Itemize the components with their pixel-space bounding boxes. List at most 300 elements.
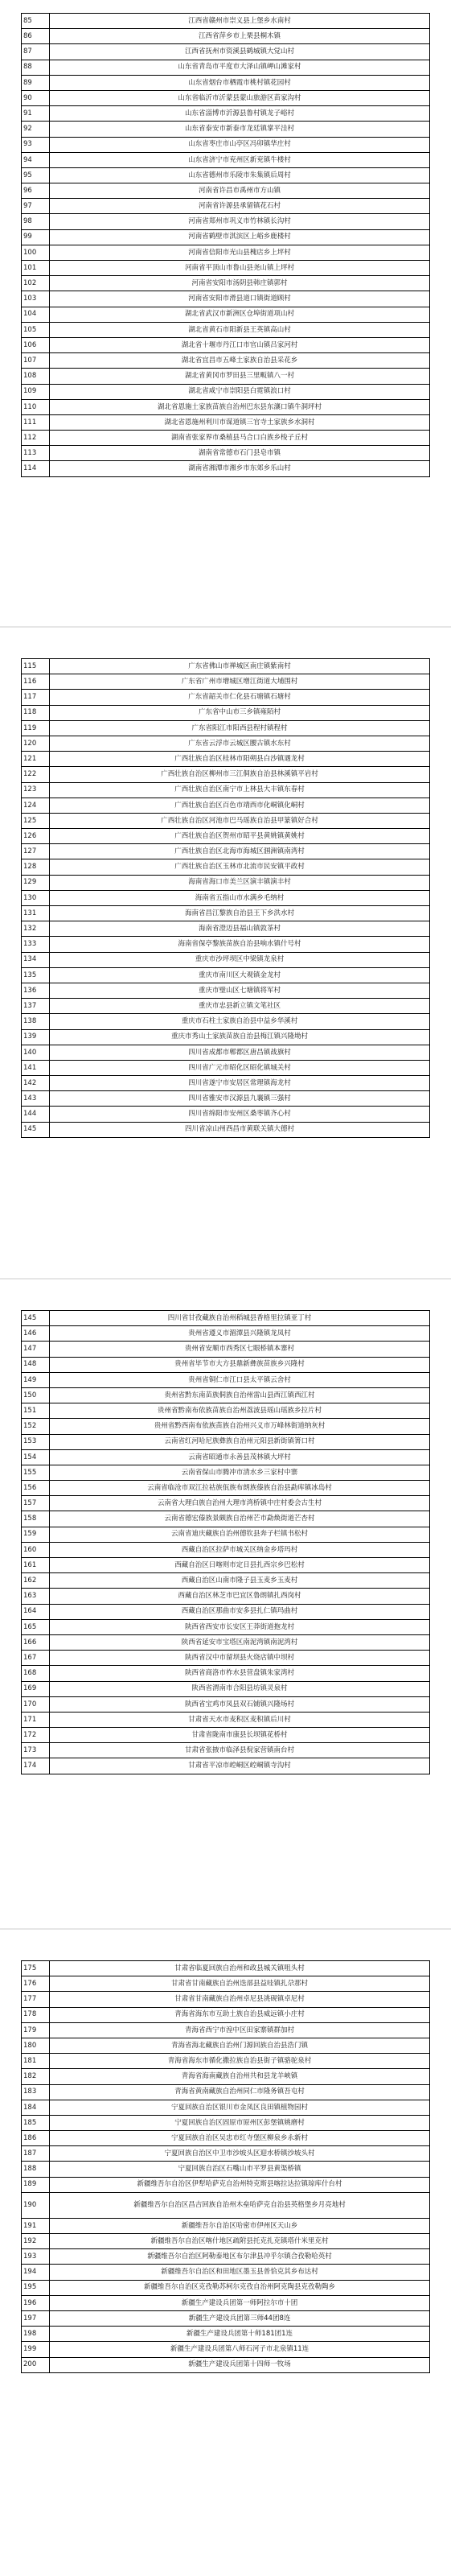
village-name: 陕西省渭南市合阳县坊镇灵泉村 <box>50 1681 430 1696</box>
table-row <box>22 1712 430 1727</box>
village-name: 甘肃省天水市麦积区麦积镇后川村 <box>50 1712 430 1727</box>
row-number: 173 <box>22 1743 50 1758</box>
village-name: 新疆生产建设兵团第三师44团8连 <box>50 2310 430 2326</box>
village-name: 新疆维吾尔自治区哈密市伊州区天山乡 <box>50 2218 430 2233</box>
village-name: 贵州省黔南布依族苗族自治州荔波县瑶山瑶族乡拉片村 <box>50 1403 430 1419</box>
row-number: 139 <box>22 1029 50 1045</box>
table-row <box>22 199 430 214</box>
row-number: 144 <box>22 1107 50 1122</box>
village-name: 海南省澄迈县福山镇敦茶村 <box>50 921 430 937</box>
village-name: 四川省凉山州西昌市黄联关镇大德村 <box>50 1122 430 1137</box>
village-name: 青海省海北藏族自治州门源回族自治县浩门镇 <box>50 2038 430 2053</box>
table-row <box>22 952 430 967</box>
row-number: 107 <box>22 353 50 369</box>
village-name: 河南省安阳市滑县道口镇街道顾村 <box>50 291 430 307</box>
table-row <box>22 1743 430 1758</box>
table-row <box>22 1029 430 1045</box>
village-name: 新疆维吾尔自治区阿勒泰地区布尔津县冲乎尔镇合孜勒哈英村 <box>50 2249 430 2265</box>
table-row <box>22 983 430 998</box>
table-row <box>22 1060 430 1075</box>
table-row <box>22 705 430 720</box>
village-name: 宁夏回族自治区中卫市沙坡头区迎水桥镇沙坡头村 <box>50 2146 430 2162</box>
village-name: 广东省云浮市云城区腰古镇水东村 <box>50 736 430 751</box>
village-name: 广东省韶关市仁化县石塘镇石塘村 <box>50 690 430 705</box>
table-row <box>22 829 430 844</box>
table-row <box>22 106 430 122</box>
row-number: 192 <box>22 2234 50 2249</box>
table-row <box>22 1573 430 1589</box>
village-name: 广东省阳江市阳西县程村镇程村 <box>50 720 430 736</box>
village-name: 甘肃省平凉市崆峒区崆峒镇寺沟村 <box>50 1758 430 1774</box>
village-name: 河南省鹤壁市淇滨区上峪乡鹿楼村 <box>50 229 430 245</box>
table-row <box>22 859 430 875</box>
village-name: 河南省平顶山市鲁山县尧山镇上坪村 <box>50 261 430 276</box>
village-name: 湖南省湘潭市湘乡市东郊乡乐山村 <box>50 461 430 476</box>
row-number: 135 <box>22 967 50 983</box>
table-row <box>22 1107 430 1122</box>
table-row <box>22 1465 430 1480</box>
village-name: 山东省烟台市栖霞市桃村镇花园村 <box>50 75 430 90</box>
table-row <box>22 1619 430 1634</box>
table-row <box>22 307 430 322</box>
village-name: 云南省昭通市永善县茂林镇大坪村 <box>50 1449 430 1465</box>
table-row <box>22 2069 430 2084</box>
row-number: 136 <box>22 983 50 998</box>
row-number: 188 <box>22 2162 50 2177</box>
table-row <box>22 2234 430 2249</box>
village-name: 广西壮族自治区百色市靖西市化峒镇化峒村 <box>50 798 430 813</box>
row-number: 167 <box>22 1651 50 1666</box>
row-number: 165 <box>22 1619 50 1634</box>
row-number: 112 <box>22 431 50 446</box>
table-row <box>22 2131 430 2146</box>
row-number: 130 <box>22 890 50 905</box>
table-row <box>22 276 430 291</box>
row-number: 93 <box>22 137 50 152</box>
row-number: 134 <box>22 952 50 967</box>
row-number: 166 <box>22 1634 50 1650</box>
village-name: 新疆生产建设兵团第八师石河子市北泉镇11连 <box>50 2342 430 2357</box>
table-row <box>22 1403 430 1419</box>
village-name: 湖北省恩施州利川市谋道镇三官寺土家族乡水洞村 <box>50 414 430 430</box>
village-name: 陕西省宝鸡市凤县双石铺镇兴隆场村 <box>50 1696 430 1712</box>
row-number: 183 <box>22 2084 50 2100</box>
village-name: 青海省西宁市湟中区田家寨镇群加村 <box>50 2022 430 2038</box>
table-row <box>22 1326 430 1342</box>
row-number: 142 <box>22 1076 50 1091</box>
row-number: 163 <box>22 1589 50 1604</box>
table-row <box>22 90 430 105</box>
village-name: 重庆市忠县新立镇文笔社区 <box>50 999 430 1014</box>
row-number: 189 <box>22 2177 50 2192</box>
village-name: 贵州省安顺市西秀区七眼桥镇本寨村 <box>50 1342 430 1357</box>
row-number: 90 <box>22 90 50 105</box>
table-row <box>22 122 430 137</box>
row-number: 109 <box>22 384 50 399</box>
row-number: 91 <box>22 106 50 122</box>
village-name: 新疆维吾尔自治区克孜勒苏柯尔克孜自治州阿克陶县克孜勒陶乡 <box>50 2280 430 2295</box>
row-number: 121 <box>22 752 50 767</box>
village-name: 新疆维吾尔自治区昌吉回族自治州木垒哈萨克自治县英格堡乡月亮地村 <box>50 2192 430 2218</box>
table-row <box>22 2038 430 2053</box>
row-number: 145 <box>22 1311 50 1326</box>
table-row <box>22 690 430 705</box>
table-row <box>22 44 430 60</box>
village-name: 重庆市璧山区七塘镇将军村 <box>50 983 430 998</box>
village-name: 广西壮族自治区南宁市上林县大丰镇东春村 <box>50 782 430 798</box>
village-name: 山东省济宁市兖州区新兖镇牛楼村 <box>50 152 430 167</box>
village-name: 新疆维吾尔自治区和田地区墨玉县普恰克其乡布达村 <box>50 2265 430 2280</box>
page-divider <box>0 1278 451 1280</box>
row-number: 103 <box>22 291 50 307</box>
village-name: 河南省许昌市禹州市方山镇 <box>50 183 430 199</box>
village-name: 云南省保山市腾冲市清水乡三家村中寨 <box>50 1465 430 1480</box>
row-number: 191 <box>22 2218 50 2233</box>
table-row <box>22 1342 430 1357</box>
table-row <box>22 1558 430 1573</box>
village-name: 贵州省遵义市湄潭县兴隆镇龙凤村 <box>50 1326 430 1342</box>
table-row <box>22 752 430 767</box>
row-number: 118 <box>22 705 50 720</box>
row-number: 96 <box>22 183 50 199</box>
table-row <box>22 1419 430 1434</box>
table-row <box>22 937 430 952</box>
table-row <box>22 461 430 476</box>
row-number: 162 <box>22 1573 50 1589</box>
row-number: 198 <box>22 2327 50 2342</box>
row-number: 137 <box>22 999 50 1014</box>
row-number: 196 <box>22 2295 50 2310</box>
row-number: 145 <box>22 1122 50 1137</box>
table-row <box>22 183 430 199</box>
table-row <box>22 353 430 369</box>
row-number: 178 <box>22 2007 50 2022</box>
row-number: 127 <box>22 844 50 859</box>
table-row <box>22 1357 430 1372</box>
row-number: 147 <box>22 1342 50 1357</box>
table-row <box>22 1014 430 1029</box>
village-name: 江西省赣州市崇义县上堡乡水南村 <box>50 14 430 29</box>
table-row <box>22 14 430 29</box>
row-number: 119 <box>22 720 50 736</box>
row-number: 87 <box>22 44 50 60</box>
row-number: 128 <box>22 859 50 875</box>
village-name: 四川省成都市郫都区唐昌镇战旗村 <box>50 1045 430 1060</box>
row-number: 116 <box>22 674 50 690</box>
row-number: 115 <box>22 659 50 674</box>
row-number: 199 <box>22 2342 50 2357</box>
village-name: 河南省信阳市光山县槐店乡上坪村 <box>50 245 430 260</box>
row-number: 88 <box>22 60 50 75</box>
table-row <box>22 2100 430 2115</box>
row-number: 89 <box>22 75 50 90</box>
village-name: 陕西省汉中市留坝县火烧店镇中坝村 <box>50 1651 430 1666</box>
row-number: 148 <box>22 1357 50 1372</box>
table-row <box>22 906 430 921</box>
village-name: 四川省广元市昭化区昭化镇城关村 <box>50 1060 430 1075</box>
row-number: 187 <box>22 2146 50 2162</box>
village-name: 海南省保亭黎族苗族自治县响水镇什号村 <box>50 937 430 952</box>
row-number: 104 <box>22 307 50 322</box>
row-number: 98 <box>22 214 50 229</box>
row-number: 123 <box>22 782 50 798</box>
table-row <box>22 322 430 337</box>
table-row <box>22 736 430 751</box>
village-name: 四川省甘孜藏族自治州稻城县香格里拉镇亚丁村 <box>50 1311 430 1326</box>
row-number: 110 <box>22 399 50 414</box>
table-row <box>22 2084 430 2100</box>
village-name: 湖北省十堰市丹江口市官山镇吕家河村 <box>50 337 430 352</box>
table-row <box>22 844 430 859</box>
table-row <box>22 1634 430 1650</box>
village-name: 陕西省商洛市柞水县营盘镇朱家湾村 <box>50 1666 430 1681</box>
row-number: 168 <box>22 1666 50 1681</box>
table-row <box>22 1728 430 1743</box>
row-number: 92 <box>22 122 50 137</box>
row-number: 164 <box>22 1604 50 1619</box>
table-row <box>22 414 430 430</box>
row-number: 94 <box>22 152 50 167</box>
table-row <box>22 2162 430 2177</box>
row-number: 138 <box>22 1014 50 1029</box>
row-number: 86 <box>22 29 50 44</box>
table-row <box>22 720 430 736</box>
row-number: 122 <box>22 767 50 782</box>
table-row <box>22 1992 430 2007</box>
row-number: 172 <box>22 1728 50 1743</box>
table-row <box>22 2007 430 2022</box>
table-row <box>22 1434 430 1449</box>
village-name: 重庆市秀山土家族苗族自治县梅江镇兴隆坳村 <box>50 1029 430 1045</box>
village-name: 云南省红河哈尼族彝族自治州元阳县新街镇箐口村 <box>50 1434 430 1449</box>
row-number: 101 <box>22 261 50 276</box>
table-row <box>22 2357 430 2372</box>
village-name: 四川省遂宁市安居区常理镇海龙村 <box>50 1076 430 1091</box>
village-name: 广东省中山市三乡镇雍陌村 <box>50 705 430 720</box>
table-row <box>22 1542 430 1557</box>
row-number: 159 <box>22 1527 50 1542</box>
table-row <box>22 152 430 167</box>
row-number: 102 <box>22 276 50 291</box>
row-number: 114 <box>22 461 50 476</box>
row-number: 193 <box>22 2249 50 2265</box>
page-divider <box>0 626 451 628</box>
table-row <box>22 2146 430 2162</box>
village-name: 宁夏回族自治区吴忠市红寺堡区柳泉乡永新村 <box>50 2131 430 2146</box>
village-name: 四川省雅安市汉源县九襄镇三强村 <box>50 1091 430 1107</box>
row-number: 129 <box>22 875 50 890</box>
table-row <box>22 1681 430 1696</box>
table-row <box>22 1372 430 1387</box>
table-row <box>22 1449 430 1465</box>
village-name: 广西壮族自治区河池市巴马瑶族自治县甲篆镇好合村 <box>50 813 430 828</box>
village-name: 西藏自治区山南市隆子县玉麦乡玉麦村 <box>50 1573 430 1589</box>
row-number: 174 <box>22 1758 50 1774</box>
row-number: 186 <box>22 2131 50 2146</box>
table-row <box>22 2295 430 2310</box>
row-number: 131 <box>22 906 50 921</box>
village-name: 湖北省黄石市阳新县王英镇高山村 <box>50 322 430 337</box>
table-row <box>22 921 430 937</box>
village-name: 宁夏回族自治区固原市原州区彭堡镇姚磨村 <box>50 2115 430 2130</box>
village-table-1 <box>21 13 430 477</box>
village-name: 贵州省毕节市大方县鼎新彝族苗族乡兴隆村 <box>50 1357 430 1372</box>
table-row <box>22 1651 430 1666</box>
row-number: 161 <box>22 1558 50 1573</box>
village-name: 河南省郑州市巩义市竹林镇长沟村 <box>50 214 430 229</box>
table-row <box>22 214 430 229</box>
row-number: 125 <box>22 813 50 828</box>
table-row <box>22 967 430 983</box>
table-row <box>22 1091 430 1107</box>
table-row <box>22 2310 430 2326</box>
village-name: 广西壮族自治区贺州市昭平县黄姚镇黄姚村 <box>50 829 430 844</box>
row-number: 120 <box>22 736 50 751</box>
table-row <box>22 29 430 44</box>
row-number: 132 <box>22 921 50 937</box>
village-name: 山东省德州市乐陵市朱集镇后周村 <box>50 167 430 183</box>
village-name: 甘肃省甘南藏族自治州迭部县益哇镇扎尕那村 <box>50 1976 430 1992</box>
village-name: 湖北省咸宁市崇阳县白霓镇浪口村 <box>50 384 430 399</box>
table-row <box>22 261 430 276</box>
table-row <box>22 291 430 307</box>
table-row <box>22 890 430 905</box>
village-name: 江西省抚州市资溪县鹤城镇大觉山村 <box>50 44 430 60</box>
table-row <box>22 1511 430 1527</box>
row-number: 99 <box>22 229 50 245</box>
village-name: 甘肃省甘南藏族自治州卓尼县洮砚镇卓尼村 <box>50 1992 430 2007</box>
village-name: 湖北省黄冈市罗田县三里畈镇八一村 <box>50 369 430 384</box>
village-name: 山东省临沂市沂蒙县蒙山旅游区苗家沟村 <box>50 90 430 105</box>
village-name: 山东省青岛市平度市大泽山镇岬山滩家村 <box>50 60 430 75</box>
row-number: 141 <box>22 1060 50 1075</box>
village-name: 甘肃省陇南市康县长坝镇花桥村 <box>50 1728 430 1743</box>
village-name: 新疆生产建设兵团第十四师一牧场 <box>50 2357 430 2372</box>
table-row <box>22 1481 430 1496</box>
village-name: 湖北省宜昌市五峰土家族自治县采花乡 <box>50 353 430 369</box>
row-number: 180 <box>22 2038 50 2053</box>
village-name: 河南省许源县承留镇花石村 <box>50 199 430 214</box>
row-number: 95 <box>22 167 50 183</box>
village-name: 山东省淄博市沂源县鲁村镇龙子峪村 <box>50 106 430 122</box>
table-row <box>22 1387 430 1403</box>
table-row <box>22 369 430 384</box>
table-row <box>22 1976 430 1992</box>
table-row <box>22 2342 430 2357</box>
table-row <box>22 1311 430 1326</box>
village-name: 江西省萍乡市上栗县桐木镇 <box>50 29 430 44</box>
village-name: 甘肃省临夏回族自治州和政县城关镇咀头村 <box>50 1961 430 1976</box>
village-name: 广西壮族自治区玉林市北流市民安镇平政村 <box>50 859 430 875</box>
row-number: 155 <box>22 1465 50 1480</box>
village-name: 陕西省延安市宝塔区南泥湾镇南泥湾村 <box>50 1634 430 1650</box>
village-name: 青海省海东市互助土族自治县威远镇小庄村 <box>50 2007 430 2022</box>
table-row <box>22 446 430 461</box>
row-number: 108 <box>22 369 50 384</box>
village-name: 湖南省常德市石门县皂市镇 <box>50 446 430 461</box>
row-number: 181 <box>22 2054 50 2069</box>
table-row <box>22 1122 430 1137</box>
table-row <box>22 245 430 260</box>
row-number: 190 <box>22 2192 50 2218</box>
table-row <box>22 2177 430 2192</box>
village-name: 贵州省黔西南布依族苗族自治州兴义市万峰林街道纳灰村 <box>50 1419 430 1434</box>
village-name: 贵州省黔东南苗族侗族自治州雷山县西江镇西江村 <box>50 1387 430 1403</box>
table-row <box>22 1496 430 1511</box>
row-number: 150 <box>22 1387 50 1403</box>
village-name: 新疆生产建设兵团第十师181团1连 <box>50 2327 430 2342</box>
row-number: 151 <box>22 1403 50 1419</box>
table-row <box>22 2249 430 2265</box>
table-row <box>22 1961 430 1976</box>
row-number: 111 <box>22 414 50 430</box>
row-number: 153 <box>22 1434 50 1449</box>
village-table-3 <box>21 1310 430 1774</box>
table-row <box>22 2192 430 2218</box>
village-name: 云南省大理白族自治州大理市湾桥镇中庄村委会古生村 <box>50 1496 430 1511</box>
row-number: 177 <box>22 1992 50 2007</box>
village-name: 广东省广州市增城区增江街道大埔围村 <box>50 674 430 690</box>
row-number: 171 <box>22 1712 50 1727</box>
table-row <box>22 1076 430 1091</box>
table-row <box>22 2327 430 2342</box>
row-number: 146 <box>22 1326 50 1342</box>
table-row <box>22 1527 430 1542</box>
table-row <box>22 431 430 446</box>
village-name: 四川省绵阳市安州区桑枣镇齐心村 <box>50 1107 430 1122</box>
row-number: 124 <box>22 798 50 813</box>
table-row <box>22 782 430 798</box>
row-number: 113 <box>22 446 50 461</box>
row-number: 158 <box>22 1511 50 1527</box>
row-number: 157 <box>22 1496 50 1511</box>
village-name: 广西壮族自治区桂林市阳朔县白沙镇遇龙村 <box>50 752 430 767</box>
table-row <box>22 1696 430 1712</box>
village-name: 海南省海口市美兰区演丰镇演丰村 <box>50 875 430 890</box>
table-row <box>22 674 430 690</box>
row-number: 194 <box>22 2265 50 2280</box>
village-name: 新疆维吾尔自治区喀什地区疏附县托克扎克镇塔什米里克村 <box>50 2234 430 2249</box>
village-name: 云南省德宏傣族景颇族自治州芒市勐焕街道芒杏村 <box>50 1511 430 1527</box>
village-name: 湖北省恩施土家族苗族自治州巴东县东瀼口镇牛洞坪村 <box>50 399 430 414</box>
row-number: 143 <box>22 1091 50 1107</box>
row-number: 179 <box>22 2022 50 2038</box>
village-name: 云南省迪庆藏族自治州德钦县奔子栏镇书松村 <box>50 1527 430 1542</box>
row-number: 169 <box>22 1681 50 1696</box>
table-row <box>22 767 430 782</box>
row-number: 117 <box>22 690 50 705</box>
table-row <box>22 60 430 75</box>
row-number: 126 <box>22 829 50 844</box>
table-row <box>22 2022 430 2038</box>
table-row <box>22 384 430 399</box>
row-number: 156 <box>22 1481 50 1496</box>
village-name: 海南省昌江黎族自治县王下乡洪水村 <box>50 906 430 921</box>
village-name: 西藏自治区那曲市安多县扎仁镇玛曲村 <box>50 1604 430 1619</box>
village-name: 西藏自治区拉萨市城关区纳金乡塔玛村 <box>50 1542 430 1557</box>
table-row <box>22 2054 430 2069</box>
row-number: 140 <box>22 1045 50 1060</box>
village-name: 青海省海南藏族自治州共和县龙羊峡镇 <box>50 2069 430 2084</box>
village-name: 陕西省西安市长安区王莽街道抱龙村 <box>50 1619 430 1634</box>
row-number: 149 <box>22 1372 50 1387</box>
village-name: 贵州省铜仁市江口县太平镇云舍村 <box>50 1372 430 1387</box>
table-row <box>22 2265 430 2280</box>
table-row <box>22 167 430 183</box>
row-number: 197 <box>22 2310 50 2326</box>
row-number: 160 <box>22 1542 50 1557</box>
village-name: 西藏自治区日喀则市定日县扎西宗乡巴松村 <box>50 1558 430 1573</box>
